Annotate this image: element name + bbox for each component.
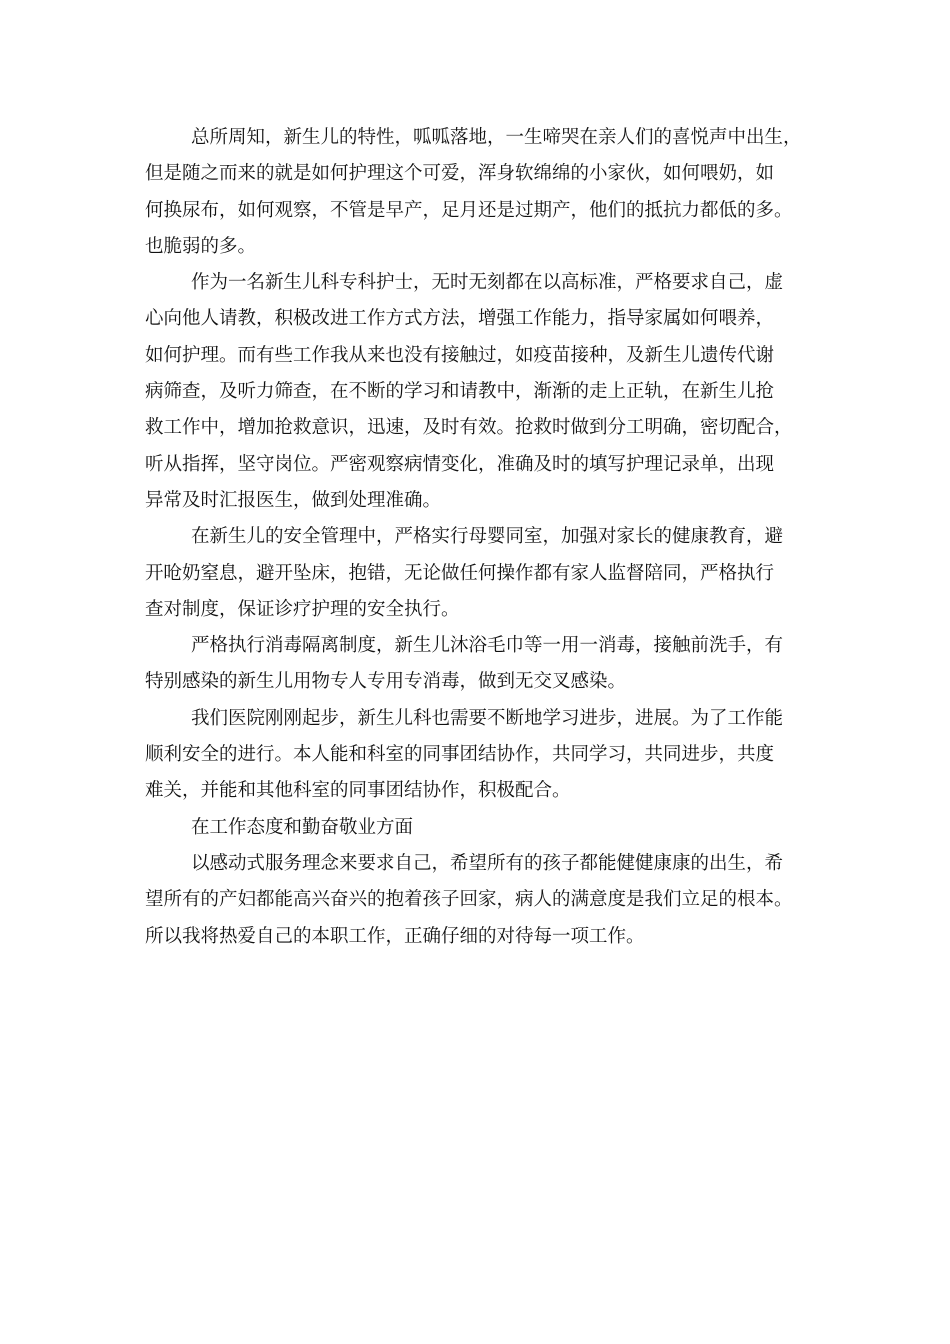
- heading-line: 在工作态度和勤奋敬业方面: [191, 816, 414, 838]
- text-line: 但是随之而来的就是如何护理这个可爱，浑身软绵绵的小家伙，如何喂奶，如: [145, 163, 775, 185]
- paragraph-2: [145, 265, 810, 519]
- text-line: 以感动式服务理念来要求自己，希望所有的孩子都能健健康康的出生，希: [191, 852, 784, 874]
- text-line: 严格执行消毒隔离制度，新生儿沐浴毛巾等一用一消毒，接触前洗手，有: [191, 635, 784, 657]
- text-line: 我们医院刚刚起步，新生儿科也需要不断地学习进步，进展。为了工作能: [191, 707, 784, 729]
- text-line: 听从指挥，坚守岗位。严密观察病情变化，准确及时的填写护理记录单，出现: [145, 453, 775, 475]
- text-line: 病筛查，及听力筛查，在不断的学习和请教中，渐渐的走上正轨，在新生儿抢: [145, 381, 775, 403]
- text-line: 如何护理。而有些工作我从来也没有接触过，如疫苗接种，及新生儿遗传代谢: [145, 344, 775, 366]
- paragraph-3: [145, 519, 810, 628]
- text-line: 望所有的产妇都能高兴奋兴的抱着孩子回家，病人的满意度是我们立足的根本。: [145, 889, 793, 911]
- text-line: 查对制度，保证诊疗护理的安全执行。: [145, 598, 460, 620]
- text-line: 特别感染的新生儿用物专人专用专消毒，做到无交叉感染。: [145, 671, 627, 693]
- section-heading: [145, 810, 810, 846]
- paragraph-5: [145, 701, 810, 810]
- document-body: [145, 120, 810, 955]
- paragraph-6: [145, 846, 810, 955]
- paragraph-1: [145, 120, 810, 265]
- text-line: 异常及时汇报医生，做到处理准确。: [145, 489, 442, 511]
- text-line: 所以我将热爱自己的本职工作，正确仔细的对待每一项工作。: [145, 925, 645, 947]
- text-line: 救工作中，增加抢救意识，迅速，及时有效。抢救时做到分工明确，密切配合，: [145, 417, 793, 439]
- text-line: 心向他人请教，积极改进工作方式方法，增强工作能力，指导家属如何喂养，: [145, 308, 775, 330]
- text-line: 难关，并能和其他科室的同事团结协作，积极配合。: [145, 780, 571, 802]
- text-line: 总所周知，新生儿的特性，呱呱落地，一生啼哭在亲人们的喜悦声中出生，: [191, 127, 802, 148]
- text-line: 也脆弱的多。: [145, 235, 257, 257]
- text-line: 在新生儿的安全管理中，严格实行母婴同室，加强对家长的健康教育，避: [191, 526, 784, 548]
- paragraph-4: [145, 628, 810, 701]
- text-line: 作为一名新生儿科专科护士，无时无刻都在以高标准，严格要求自己，虚: [191, 272, 784, 294]
- text-line: 何换尿布，如何观察，不管是早产，足月还是过期产，他们的抵抗力都低的多。: [145, 199, 793, 221]
- text-line: 顺利安全的进行。本人能和科室的同事团结协作，共同学习，共同进步，共度: [145, 744, 775, 766]
- text-line: 开呛奶窒息，避开坠床，抱错，无论做任何操作都有家人监督陪同，严格执行: [145, 562, 775, 584]
